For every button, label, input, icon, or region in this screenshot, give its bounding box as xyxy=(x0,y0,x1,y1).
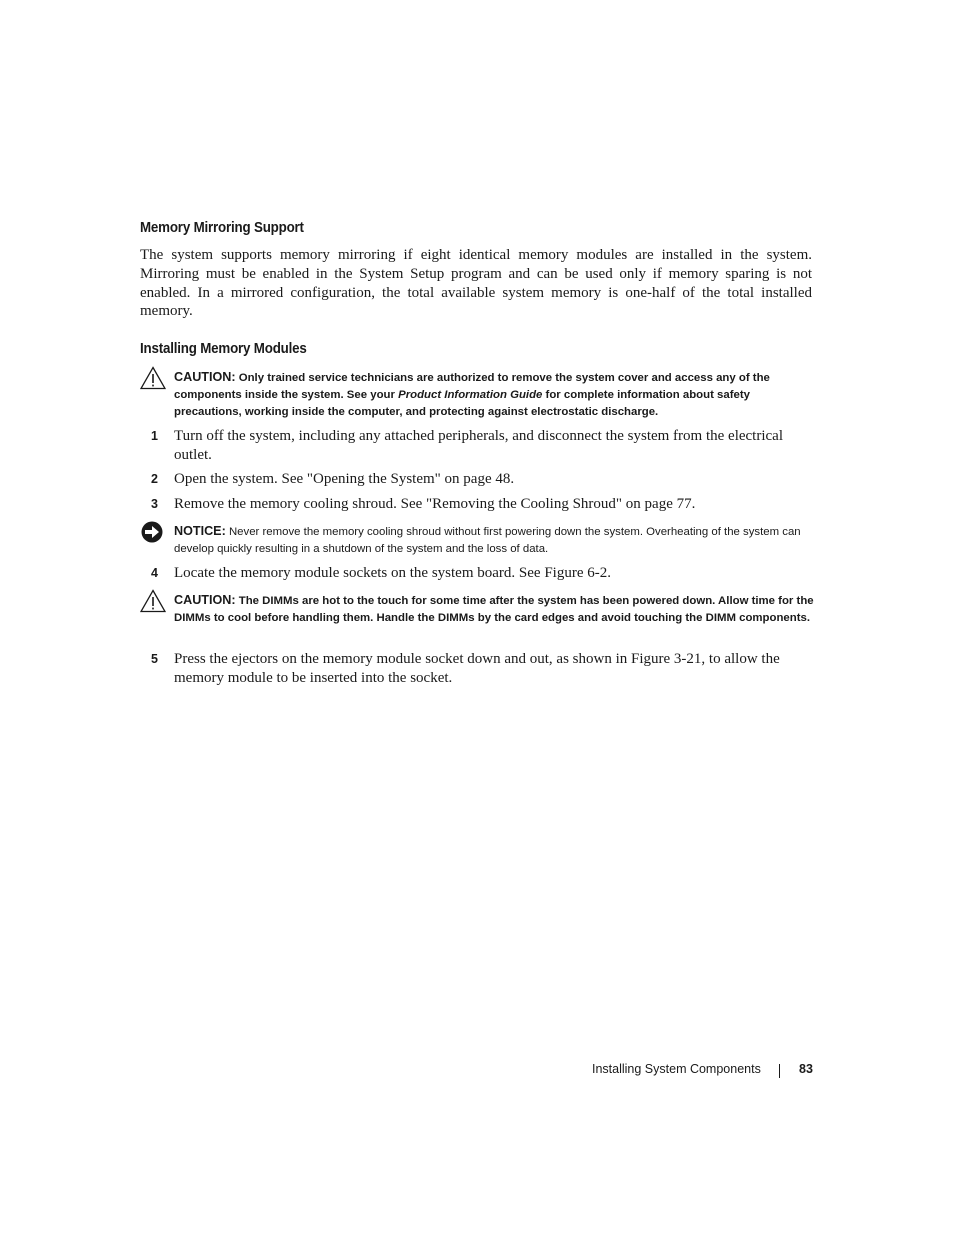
caution-triangle-icon xyxy=(140,366,166,390)
page-number: 83 xyxy=(799,1062,813,1076)
step-number: 5 xyxy=(151,652,158,666)
section-heading-memory-mirroring: Memory Mirroring Support xyxy=(140,220,304,236)
notice-arrow-icon xyxy=(140,520,166,544)
footer-chapter-title: Installing System Components xyxy=(592,1062,761,1076)
step-number: 1 xyxy=(151,429,158,443)
notice-label: NOTICE: xyxy=(174,524,226,538)
section-heading-installing-memory: Installing Memory Modules xyxy=(140,341,307,357)
step-number: 4 xyxy=(151,566,158,580)
caution-text-start: Only trained service technicians are authorized to remove the system cover and access any of the components inside the system. See your xyxy=(174,372,770,401)
product-information-guide-ref: Product Information Guide xyxy=(398,389,543,401)
step-number: 3 xyxy=(151,497,158,511)
step-text: Open the system. See "Opening the System" on page 48. xyxy=(174,471,515,487)
footer-divider xyxy=(779,1064,780,1078)
caution-text-end: for complete information about safety precautions, working inside the computer, and protecting against electrostatic discharge. xyxy=(174,389,750,418)
caution-note-1 xyxy=(174,369,819,421)
caution-text: The DIMMs are hot to the touch for some time after the system has been powered down. Allow time for the DIMMs to cool before handling them. Handle the DIMMs by the card edges and avoid touching the DIMM components. xyxy=(174,595,814,624)
memory-mirroring-paragraph: The system supports memory mirroring if eight identical memory modules are installed in the system. Mirroring must be enabled in the System Setup program and can be used only if memory sparing is not enabled. In a mirrored configuration, the total available system memory is one-half of the total installed memory. xyxy=(140,247,812,320)
notice-text: Never remove the memory cooling shroud without first powering down the system. Overheating of the system can develop quickly resulting in a shutdown of the system and the loss of data. xyxy=(174,526,801,555)
step-text: Press the ejectors on the memory module socket down and out, as shown in Figure 3-21, to allow the memory module to be inserted into the socket. xyxy=(174,651,780,686)
caution-triangle-icon xyxy=(140,589,166,613)
step-text: Turn off the system, including any attached peripherals, and disconnect the system from the electrical outlet. xyxy=(174,428,783,463)
caution-label: CAUTION: xyxy=(174,370,236,384)
caution-label: CAUTION: xyxy=(174,593,236,607)
step-text: Locate the memory module sockets on the system board. See Figure 6-2. xyxy=(174,565,611,581)
step-text: Remove the memory cooling shroud. See "Removing the Cooling Shroud" on page 77. xyxy=(174,496,696,512)
caution-note-2 xyxy=(174,592,819,627)
step-number: 2 xyxy=(151,472,158,486)
notice-note xyxy=(174,523,819,558)
